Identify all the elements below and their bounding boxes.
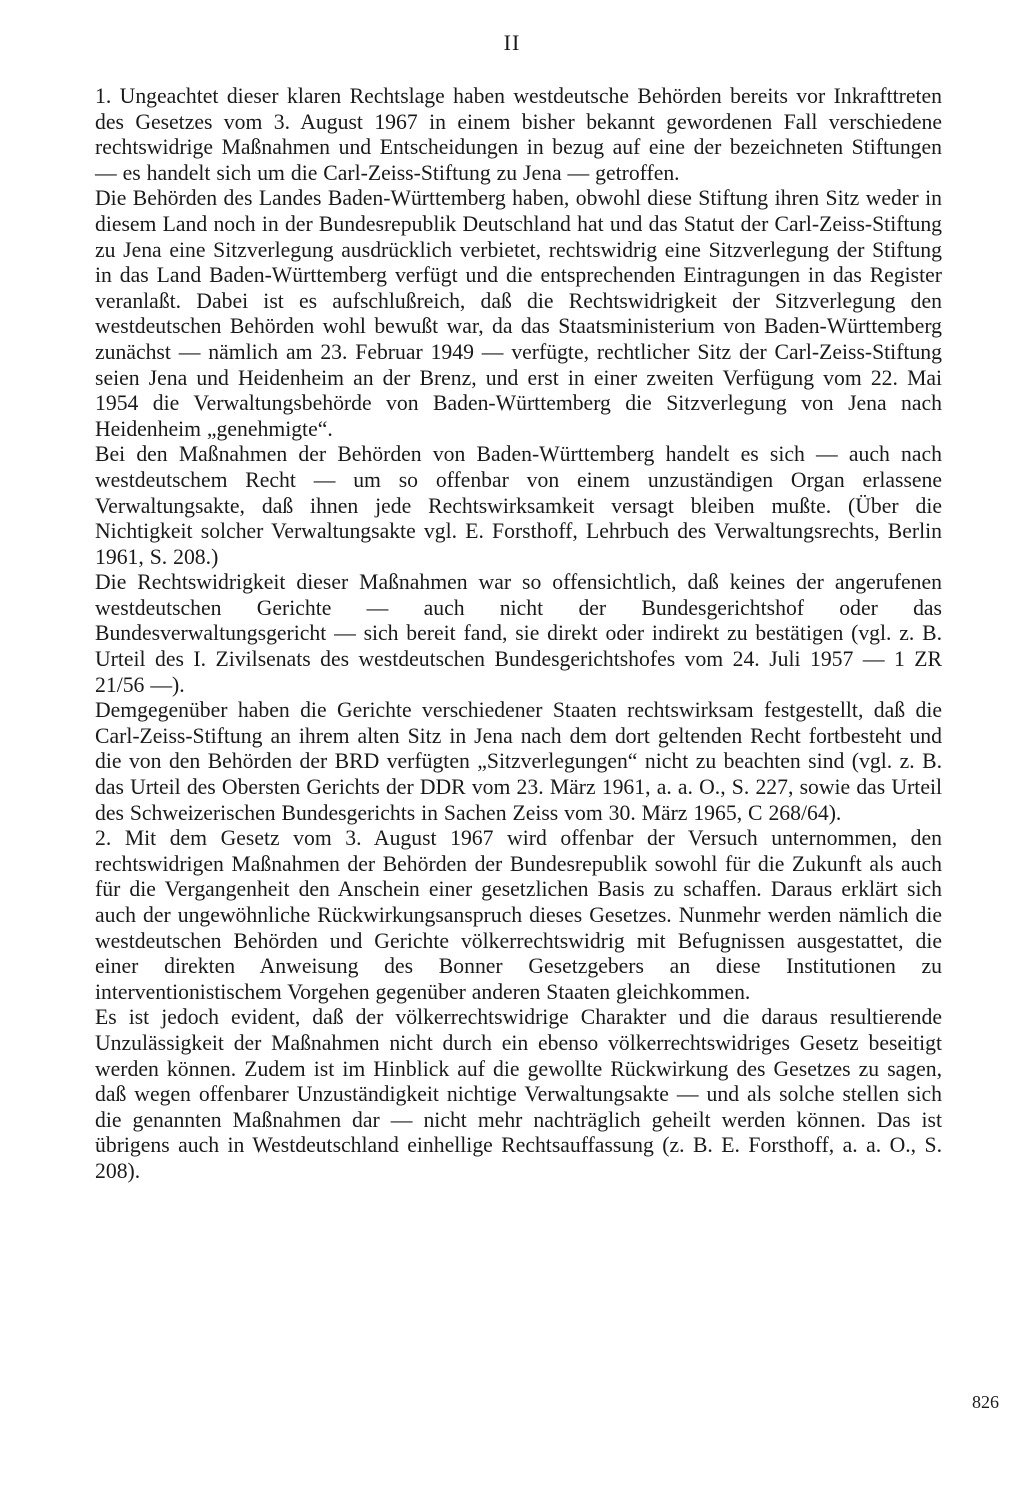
paragraph-7: Es ist jedoch evident, daß der völkerrechtswidrige Charakter und die daraus resultierende Unzulässigkeit der Maßnahmen nicht durch ein ebenso völkerrechtswidriges Gesetz beseitigt werden können. Zudem ist im Hinblick auf die gewollte Rückwirkung des Gesetzes zu sagen, daß wegen offenbarer Unzuständigkeit nichtige Verwaltungsakte — und als solche stellen sich die genannten Maßnahmen dar — nicht mehr nachträglich geheilt werden können. Das ist übrigens auch in Westdeutschland einhellige Rechtsauffassung (z. B. E. Forsthoff, a. a. O., S. 208). — [95, 1005, 942, 1183]
document-body — [95, 84, 942, 1185]
section-marker: II — [503, 30, 521, 55]
page-number: 826 — [972, 1392, 999, 1412]
paragraph-2: Die Behörden des Landes Baden-Württemberg haben, obwohl diese Stiftung ihren Sitz weder in diesem Land noch in der Bundesrepublik Deutschland hat und das Statut der Carl-Zeiss-Stiftung zu Jena eine Sitzverlegung ausdrücklich verbietet, rechtswidrig eine Sitzverlegung der Stiftung in das Land Baden-Württemberg verfügt und die entsprechenden Eintragungen in das Register veranlaßt. Dabei ist es aufschlußreich, daß die Rechtswidrigkeit der Sitzverlegung den westdeutschen Behörden wohl bewußt war, da das Staatsministerium von Baden-Württemberg zunächst — nämlich am 23. Februar 1949 — verfügte, rechtlicher Sitz der Carl-Zeiss-Stiftung seien Jena und Heidenheim an der Brenz, und erst in einer zweiten Verfügung vom 22. Mai 1954 die Verwaltungsbehörde von Baden-Württemberg die Sitzverlegung von Jena nach Heidenheim „genehmigte“. — [95, 186, 942, 441]
paragraph-4: Die Rechtswidrigkeit dieser Maßnahmen war so offensichtlich, daß keines der angerufenen westdeutschen Gerichte — auch nicht der Bundesgerichtshof oder das Bundesverwaltungsgericht — sich bereit fand, sie direkt oder indirekt zu bestätigen (vgl. z. B. Urteil des I. Zivilsenats des westdeutschen Bundesgerichtshofes vom 24. Juli 1957 — 1 ZR 21/56 —). — [95, 570, 942, 697]
paragraph-6: 2. Mit dem Gesetz vom 3. August 1967 wird offenbar der Versuch unternommen, den rechtswidrigen Maßnahmen der Behörden der Bundesrepublik sowohl für die Zukunft als auch für die Vergangenheit den Anschein einer gesetzlichen Basis zu schaffen. Daraus erklärt sich auch der ungewöhnliche Rückwirkungsanspruch dieses Gesetzes. Nunmehr werden nämlich die westdeutschen Behörden und Gerichte völkerrechtswidrig mit Befugnissen ausgestattet, die einer direkten Anweisung des Bonner Gesetzgebers an diese Institutionen zu interventionistischem Vorgehen gegenüber anderen Staaten gleichkommen. — [95, 826, 942, 1004]
paragraph-3: Bei den Maßnahmen der Behörden von Baden-Württemberg handelt es sich — auch nach westdeutschem Recht — um so offenbar von einem unzuständigen Organ erlassene Verwaltungsakte, daß ihnen jede Rechtswirksamkeit versagt bleiben mußte. (Über die Nichtigkeit solcher Verwaltungsakte vgl. E. Forsthoff, Lehrbuch des Verwaltungsrechts, Berlin 1961, S. 208.) — [95, 442, 942, 569]
paragraph-5: Demgegenüber haben die Gerichte verschiedener Staaten rechtswirksam festgestellt, daß die Carl-Zeiss-Stiftung an ihrem alten Sitz in Jena nach dem dort geltenden Recht fortbesteht und die von den Behörden der BRD verfügten „Sitzverlegungen“ nicht zu beachten sind (vgl. z. B. das Urteil des Obersten Gerichts der DDR vom 23. März 1961, a. a. O., S. 227, sowie das Urteil des Schweizerischen Bundesgerichts in Sachen Zeiss vom 30. März 1965, C 268/64). — [95, 698, 942, 825]
paragraph-1: 1. Ungeachtet dieser klaren Rechtslage haben westdeutsche Behörden bereits vor Inkrafttreten des Gesetzes vom 3. August 1967 in einem bisher bekannt gewordenen Fall verschiedene rechtswidrige Maßnahmen und Entscheidungen in bezug auf eine der bezeichneten Stiftungen — es handelt sich um die Carl-Zeiss-Stiftung zu Jena — getroffen. — [95, 84, 942, 185]
